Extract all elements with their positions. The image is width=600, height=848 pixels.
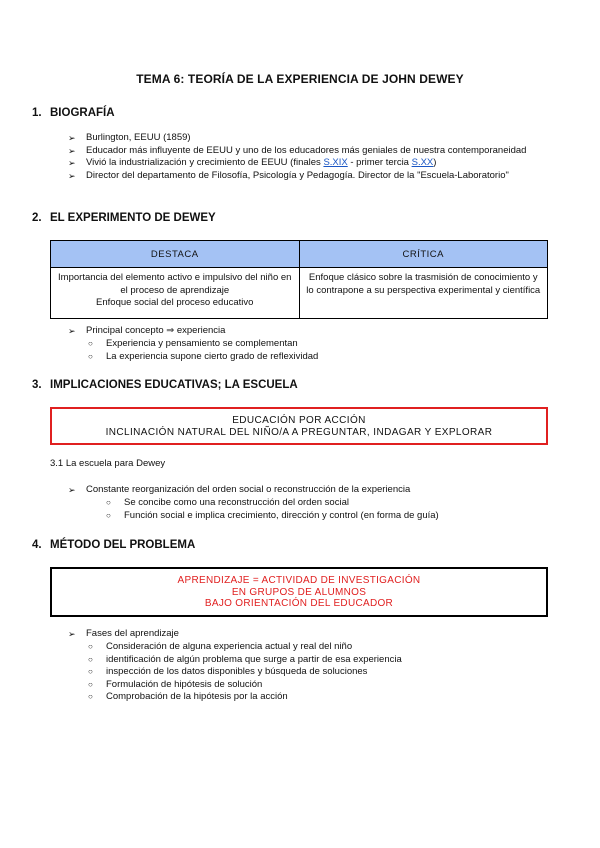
list-item: ○ Experiencia y pensamiento se complementan — [88, 338, 548, 351]
list-item: ➢ Principal concepto ⇒ experiencia — [68, 325, 548, 338]
section-heading-metodo — [32, 539, 195, 551]
phases-list — [68, 628, 548, 641]
section-heading-biografia — [32, 107, 115, 119]
concept-list — [68, 325, 548, 338]
list-item: ○ Comprobación de la hipótesis por la acción — [88, 691, 548, 704]
section-title: EL EXPERIMENTO DE DEWEY — [50, 212, 216, 224]
list-item: ➢ Constante reorganización del orden social o reconstrucción de la experiencia — [68, 484, 548, 497]
school-sublist — [106, 497, 548, 522]
section-number: 1. — [32, 107, 42, 119]
list-item: ○ inspección de los datos disponibles y búsqueda de soluciones — [88, 666, 548, 679]
section-number: 3. — [32, 379, 42, 391]
table-cell-destaca: Importancia del elemento activo e impulsivo del niño en el proceso de aprendizaje Enfoque social del proceso educativo — [51, 268, 300, 319]
list-item: ○ Se concibe como una reconstrucción del orden social — [106, 497, 548, 510]
concept-sublist — [88, 338, 548, 363]
school-list — [68, 484, 548, 497]
list-item: ➢ Educador más influyente de EEUU y uno de los educadores más geniales de nuestra contemporaneidad — [68, 145, 548, 158]
section-title: MÉTODO DEL PROBLEMA — [50, 539, 196, 551]
section-title: BIOGRAFÍA — [50, 107, 115, 119]
section-heading-experimento — [32, 212, 216, 224]
biography-list — [68, 132, 548, 182]
comparison-table — [50, 240, 548, 319]
section-heading-implicaciones — [32, 379, 298, 391]
list-item: ○ La experiencia supone cierto grado de reflexividad — [88, 351, 548, 364]
link-sxx[interactable]: S.XX — [411, 157, 434, 169]
table-cell-critica: Enfoque clásico sobre la trasmisión de conocimiento y lo contrapone a su perspectiva experimental y científica — [299, 268, 548, 319]
list-item: ➢ Director del departamento de Filosofía, Psicología y Pedagogía. Director de la "Escuela-Laboratorio" — [68, 170, 548, 183]
section-number: 2. — [32, 212, 42, 224]
link-sxix[interactable]: S.XIX — [323, 157, 348, 169]
list-item: ○ Función social e implica crecimiento, dirección y control (en forma de guía) — [106, 510, 548, 523]
list-item: ○ Consideración de alguna experiencia actual y real del niño — [88, 641, 548, 654]
list-item: ➢ Vivió la industrialización y crecimiento de EEUU (finales S.XIX - primer tercia S.XX) — [68, 157, 548, 170]
education-by-action-box: EDUCACIÓN POR ACCIÓN INCLINACIÓN NATURAL DEL NIÑO/A A PREGUNTAR, INDAGAR Y EXPLORAR — [50, 407, 548, 445]
list-item: ➢ Burlington, EEUU (1859) — [68, 132, 548, 145]
list-item: ○ Formulación de hipótesis de solución — [88, 679, 548, 692]
section-title: IMPLICACIONES EDUCATIVAS; LA ESCUELA — [50, 379, 298, 391]
list-item: ➢ Fases del aprendizaje — [68, 628, 548, 641]
learning-definition-box: APRENDIZAJE = ACTIVIDAD DE INVESTIGACIÓN EN GRUPOS DE ALUMNOS BAJO ORIENTACIÓN DEL EDUCADOR — [50, 567, 548, 617]
table-header-destaca: DESTACA — [51, 241, 300, 268]
document-title: TEMA 6: TEORÍA DE LA EXPERIENCIA DE JOHN DEWEY — [136, 72, 464, 86]
section-number: 4. — [32, 539, 42, 551]
subsection-heading: 3.1 La escuela para Dewey — [50, 458, 166, 469]
list-item: ○ identificación de algún problema que surge a partir de esa experiencia — [88, 654, 548, 667]
phases-sublist — [88, 641, 548, 704]
table-header-critica: CRÍTICA — [299, 241, 548, 268]
